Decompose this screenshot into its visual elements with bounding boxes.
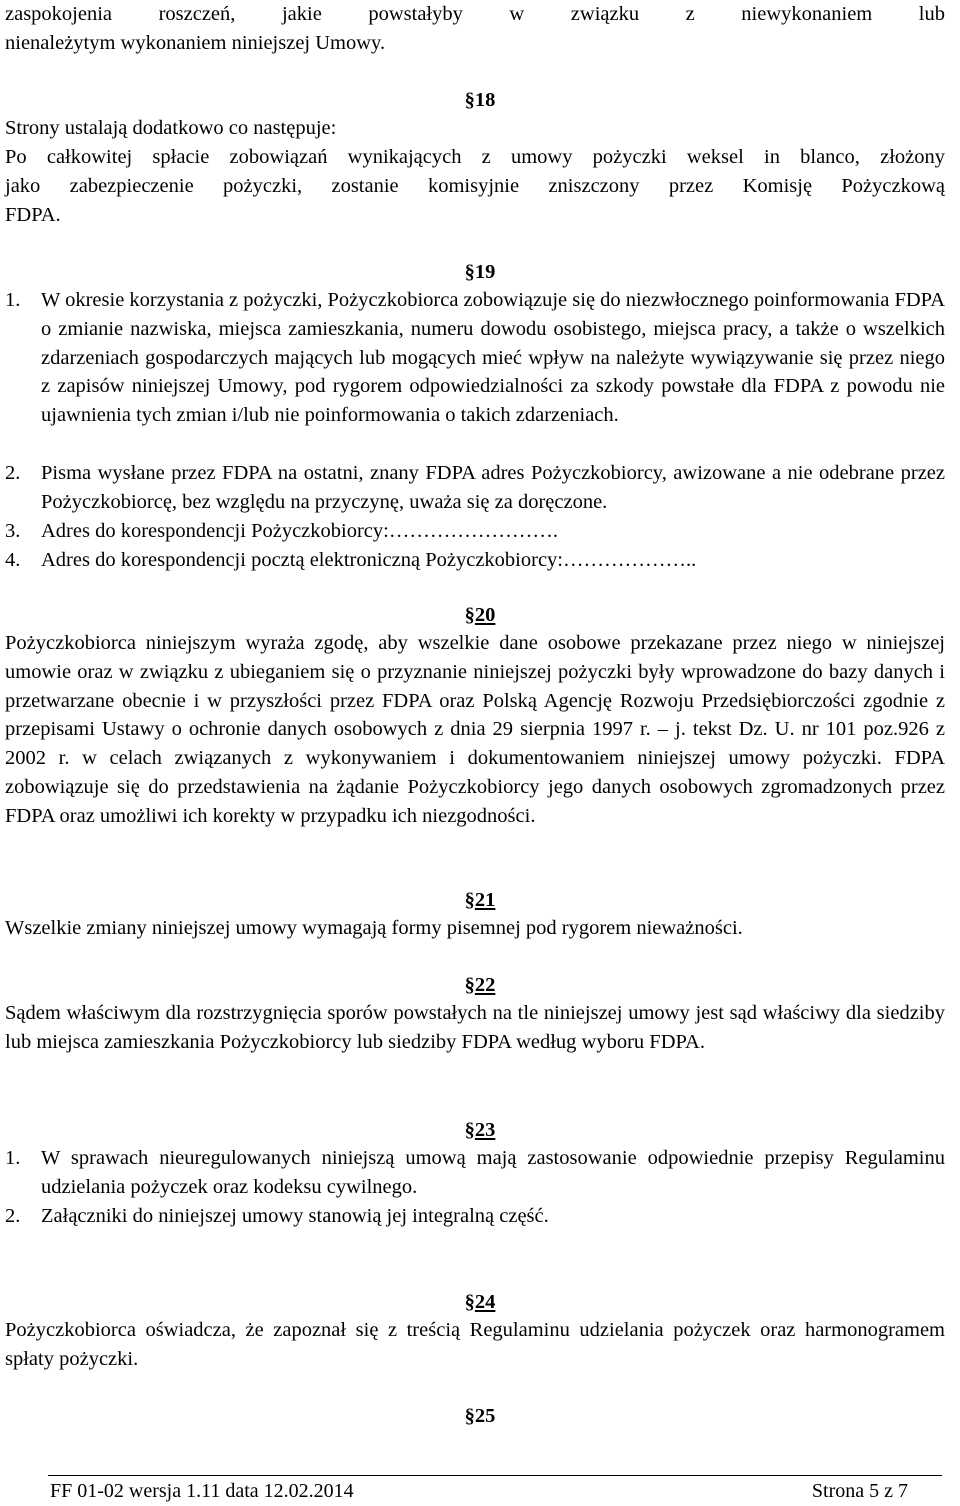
section-20-text: Pożyczkobiorca niniejszym wyraża zgodę, aby wszelkie dane osobowe przekazane przez niego w niniejszej umowie oraz w związku z ubieganiem się o przyznanie niniejszej pożyczki były wprowadzone do bazy danych i przetwarzane obecnie i w przyszłości przez FDPA oraz Polską Agencję Rozwoju Przedsiębiorczości zgodnie z przepisami Ustawy o ochronie danych osobowych z dnia 29 sierpnia 1997 r. – j. tekst Dz. U. nr 101 poz.926 z 2002 r. w celach związanych z wykonywaniem i dokumentowaniem niniejszej umowy pożyczki. FDPA zobowiązuje się do przedstawienia na żądanie Pożyczkobiorcy jego danych osobowych zgromadzonych przez FDPA oraz umożliwi ich korekty w przypadku ich niezgodności. <box>5 632 945 827</box>
section-23-item-1 <box>5 1144 945 1202</box>
section-19-item-1 <box>5 286 945 430</box>
section-24-number: 24 <box>474 1291 496 1313</box>
section-18-number: 18 <box>474 89 496 111</box>
section-sign: § <box>464 261 475 283</box>
item-text: Adres do korespondencji pocztą elektroniczną Pożyczkobiorcy:……………….. <box>41 549 697 571</box>
section-22-heading <box>0 971 960 1000</box>
section-20-number: 20 <box>474 604 496 626</box>
section-18-line-2: Po całkowitej spłacie zobowiązań wynikających z umowy pożyczki weksel in blanco, złożony <box>5 146 945 168</box>
section-19-item-4 <box>5 546 945 575</box>
section-sign: § <box>464 89 475 111</box>
section-19-heading <box>0 258 960 287</box>
section-sign: § <box>464 1405 475 1427</box>
section-22-number: 22 <box>474 974 496 996</box>
section-sign: § <box>464 1119 475 1141</box>
item-text: Pisma wysłane przez FDPA na ostatni, znany FDPA adres Pożyczkobiorcy, awizowane a nie odebrane przez Pożyczkobiorcę, bez względu na przyczynę, uważa się za doręczone. <box>41 462 945 513</box>
item-text: W okresie korzystania z pożyczki, Pożyczkobiorca zobowiązuje się do niezwłocznego poinformowania FDPA o zmianie nazwiska, miejsca zamieszkania, numeru dowodu osobistego, miejsca pracy, a także o wszelkich zdarzeniach gospodarczych mających lub mogących mieć wpływ na należyte wywiązywanie się przez niego z zapisów niniejszej Umowy, pod rygorem odpowiedzialności za szkody powstałe dla FDPA z powodu nie ujawnienia tych zmian i/lub nie poinformowania o takich zdarzeniach. <box>41 289 946 427</box>
intro-line-1: zaspokojenia roszczeń, jakie powstałyby w związku z niewykonaniem lub <box>5 3 945 25</box>
section-19-item-2 <box>5 459 945 517</box>
section-23-heading <box>0 1116 960 1145</box>
section-sign: § <box>464 1291 475 1313</box>
section-21-heading <box>0 886 960 915</box>
footer-page-number: Strona 5 z 7 <box>811 1480 908 1502</box>
section-sign: § <box>464 889 475 911</box>
document-page <box>5 0 945 1506</box>
item-number: 1. <box>5 289 21 311</box>
section-18-line-3: jako zabezpieczenie pożyczki, zostanie komisyjnie zniszczony przez Komisję Pożyczkową <box>5 175 945 197</box>
section-sign: § <box>464 974 475 996</box>
section-20-heading <box>0 601 960 630</box>
section-19-item-3 <box>5 517 945 546</box>
section-21-text: Wszelkie zmiany niniejszej umowy wymagają formy pisemnej pod rygorem nieważności. <box>5 917 743 939</box>
section-25-heading <box>0 1402 960 1431</box>
section-18-heading <box>0 86 960 115</box>
item-number: 1. <box>5 1147 21 1169</box>
footer-divider <box>48 1475 942 1476</box>
section-23-number: 23 <box>474 1119 496 1141</box>
intro-line-2: nienależytym wykonaniem niniejszej Umowy. <box>5 32 386 54</box>
item-number: 2. <box>5 1205 21 1227</box>
item-number: 3. <box>5 520 21 542</box>
section-24-heading <box>0 1288 960 1317</box>
item-number: 2. <box>5 462 21 484</box>
item-text: Załączniki do niniejszej umowy stanowią jej integralną część. <box>41 1205 549 1227</box>
item-text: Adres do korespondencji Pożyczkobiorcy:……………………. <box>41 520 558 542</box>
footer-version: FF 01-02 wersja 1.11 data 12.02.2014 <box>50 1480 354 1502</box>
section-18-line-1: Strony ustalają dodatkowo co następuje: <box>5 117 337 139</box>
item-text: W sprawach nieuregulowanych niniejszą umową mają zastosowanie odpowiednie przepisy Regulaminu udzielania pożyczek oraz kodeksu cywilnego. <box>41 1147 945 1198</box>
section-sign: § <box>464 604 475 626</box>
section-25-number: 25 <box>474 1405 496 1427</box>
section-22-text: Sądem właściwym dla rozstrzygnięcia sporów powstałych na tle niniejszej umowy jest sąd właściwy dla siedziby lub miejsca zamieszkania Pożyczkobiorcy lub siedziby FDPA według wyboru FDPA. <box>5 1002 945 1053</box>
section-21-number: 21 <box>474 889 496 911</box>
section-23-item-2 <box>5 1202 945 1231</box>
item-number: 4. <box>5 549 21 571</box>
section-18-line-4: FDPA. <box>5 204 61 226</box>
section-19-number: 19 <box>474 261 496 283</box>
section-24-text: Pożyczkobiorca oświadcza, że zapoznał się z treścią Regulaminu udzielania pożyczek oraz harmonogramem spłaty pożyczki. <box>5 1319 945 1370</box>
